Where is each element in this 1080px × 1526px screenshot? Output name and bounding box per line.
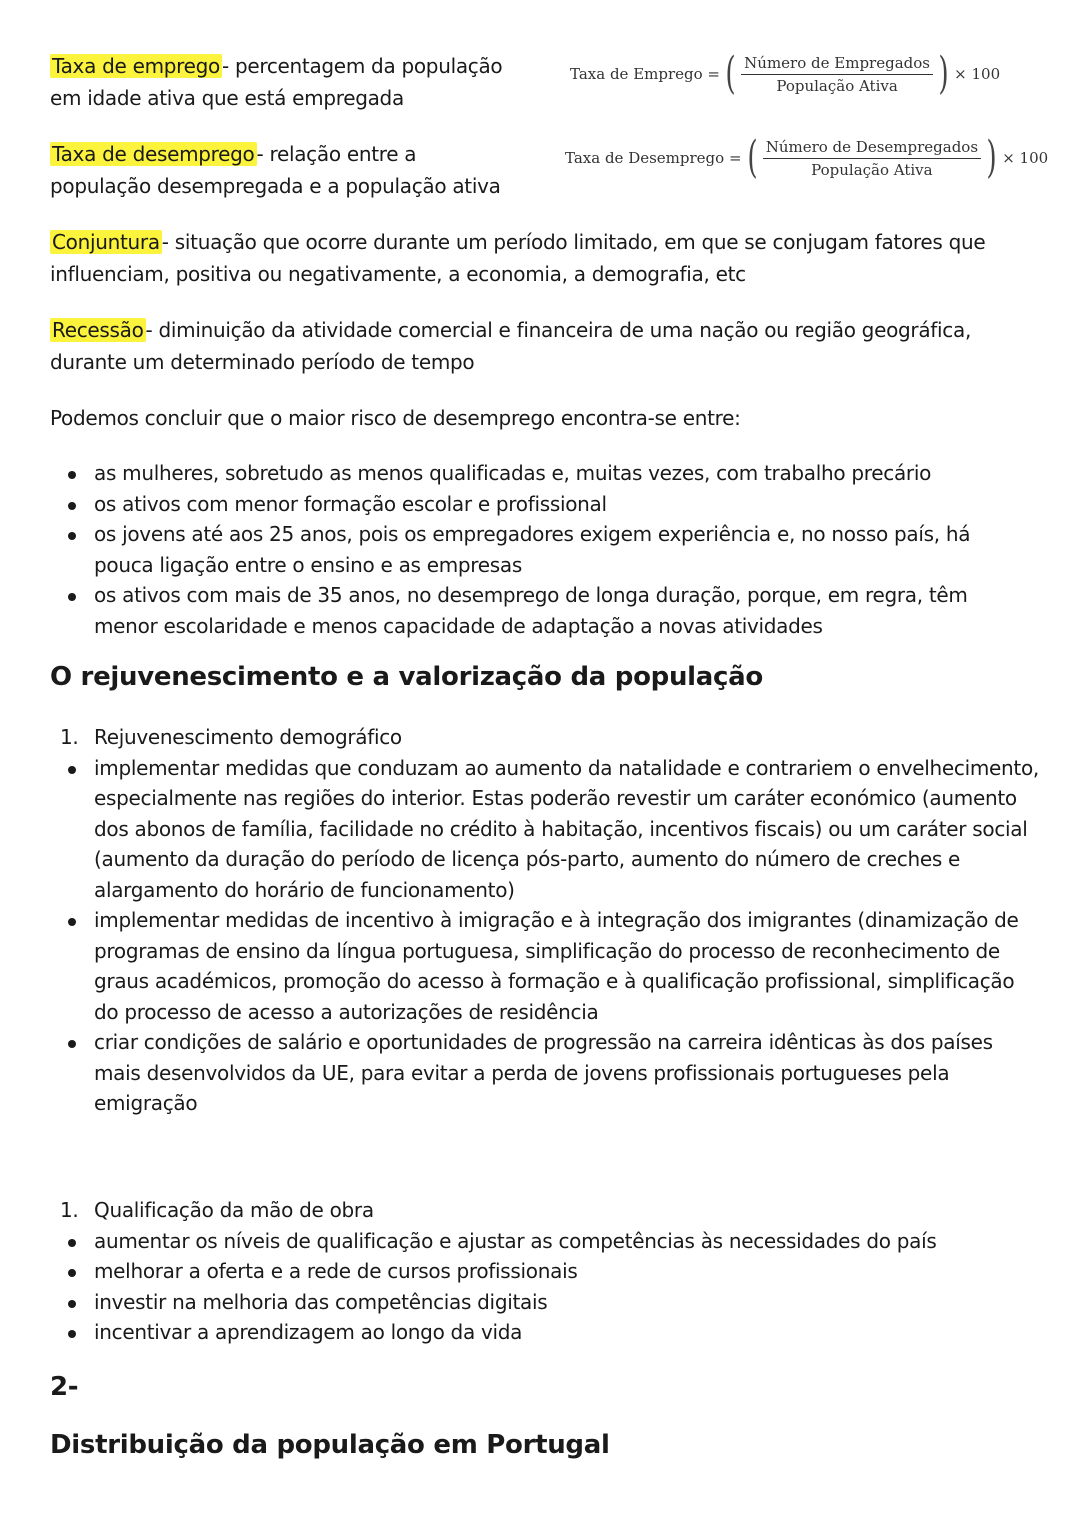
list-item: criar condições de salário e oportunidades de progressão na carreira idênticas às dos países mais desenvolvidos da UE, para evitar a perda de jovens profissionais portugueses pela emigração <box>50 1027 1040 1119</box>
formula-taxa-emprego <box>570 48 1001 99</box>
definition-conjuntura <box>50 226 1040 290</box>
numerator: Número de Empregados <box>741 54 933 75</box>
definition-text: - percentagem da população <box>221 54 503 78</box>
paren-close: ) <box>938 48 949 99</box>
paren-close: ) <box>986 132 997 183</box>
denominator: População Ativa <box>776 76 898 95</box>
formula-taxa-desemprego <box>565 132 1049 183</box>
list-item: as mulheres, sobretudo as menos qualificadas e, muitas vezes, com trabalho precário <box>50 458 1010 489</box>
definition-taxa-emprego <box>50 50 550 114</box>
measures-list <box>50 753 1040 1119</box>
section-heading: O rejuvenescimento e a valorização da população <box>50 662 763 692</box>
item-title: Qualificação da mão de obra <box>94 1198 374 1222</box>
paren-open: ( <box>725 48 736 99</box>
definition-text: população desempregada e a população ativa <box>50 174 501 198</box>
definition-text: - diminuição da atividade comercial e financeira de uma nação ou região geográfica, <box>145 318 971 342</box>
list-item: aumentar os níveis de qualificação e ajustar as competências às necessidades do país <box>50 1226 1040 1257</box>
fraction <box>741 54 933 95</box>
list-item: os jovens até aos 25 anos, pois os empregadores exigem experiência e, no nosso país, há pouca ligação entre o ensino e as empresas <box>50 519 1010 580</box>
definition-text: - situação que ocorre durante um período limitado, em que se conjugam fatores que <box>161 230 986 254</box>
risk-list <box>50 458 1010 641</box>
numbered-item <box>50 1195 1040 1226</box>
list-item: os ativos com mais de 35 anos, no desemprego de longa duração, porque, em regra, têm menor escolaridade e menos capacidade de adaptação a novas atividades <box>50 580 1010 641</box>
paren-open: ( <box>746 132 758 183</box>
item-number: 1. <box>60 1198 79 1222</box>
numerator: Número de Desempregados <box>763 138 981 159</box>
highlighted-term: Conjuntura <box>52 230 160 254</box>
formula-lhs: Taxa de Desemprego = <box>565 149 742 167</box>
highlighted-term: Recessão <box>52 318 144 342</box>
item-number: 1. <box>60 725 79 749</box>
formula-lhs: Taxa de Emprego = <box>570 65 720 83</box>
formula-multiplier: × 100 <box>1002 149 1049 167</box>
highlighted-term: Taxa de emprego <box>52 54 220 78</box>
list-item: melhorar a oferta e a rede de cursos profissionais <box>50 1256 1040 1287</box>
list-item: implementar medidas que conduzam ao aumento da natalidade e contrariem o envelhecimento, especialmente nas regiões do interior. Estas poderão revestir um caráter económico (aumento dos abonos de família, facilidade no crédito à habitação, incentivos fiscais) ou um caráter social (aumento da duração do período de licença pós-parto, aumento do número de creches e alargamento do horário de funcionamento) <box>50 753 1040 906</box>
list-item: implementar medidas de incentivo à imigração e à integração dos imigrantes (dinamização de programas de ensino da língua portuguesa, simplificação do processo de reconhecimento de graus académicos, promoção do acesso à formação e à qualificação profissional, simplificação do processo de acesso a autorizações de residência <box>50 905 1040 1027</box>
conclusion-intro: Podemos concluir que o maior risco de desemprego encontra-se entre: <box>50 406 741 430</box>
definition-text: em idade ativa que está empregada <box>50 86 404 110</box>
rejuvenescimento-block <box>50 722 1040 1119</box>
definition-text: - relação entre a <box>256 142 417 166</box>
highlighted-term: Taxa de desemprego <box>52 142 255 166</box>
definition-taxa-desemprego <box>50 138 550 202</box>
fraction <box>763 138 981 179</box>
section-heading: Distribuição da população em Portugal <box>50 1430 610 1460</box>
qualificacao-block <box>50 1195 1040 1348</box>
section-number: 2- <box>50 1372 79 1402</box>
list-item: os ativos com menor formação escolar e profissional <box>50 489 1010 520</box>
item-title: Rejuvenescimento demográfico <box>94 725 402 749</box>
list-item: incentivar a aprendizagem ao longo da vida <box>50 1317 1040 1348</box>
definition-text: influenciam, positiva ou negativamente, a economia, a demografia, etc <box>50 262 746 286</box>
numbered-item <box>50 722 1040 753</box>
formula-multiplier: × 100 <box>954 65 1001 83</box>
list-item: investir na melhoria das competências digitais <box>50 1287 1040 1318</box>
definition-recessao <box>50 314 1040 378</box>
definition-text: durante um determinado período de tempo <box>50 350 475 374</box>
denominator: População Ativa <box>811 160 933 179</box>
qualification-list <box>50 1226 1040 1348</box>
